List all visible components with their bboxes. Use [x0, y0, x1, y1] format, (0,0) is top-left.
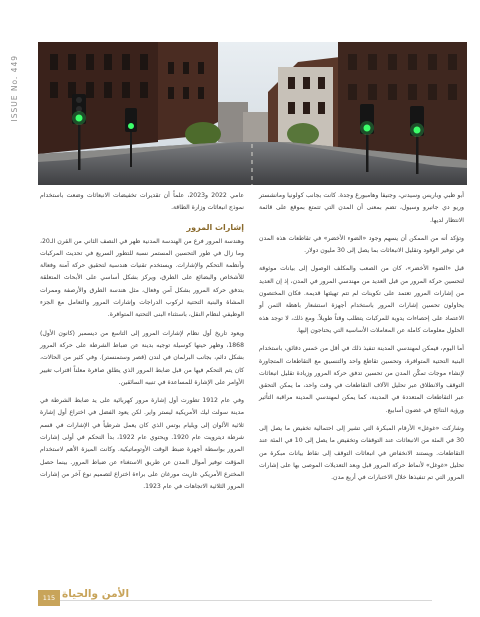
magazine-title: الأمن والحياة [62, 588, 130, 600]
article-column-right [259, 190, 464, 491]
street-photo [38, 42, 467, 185]
paragraph: أبو ظبي وباريس وسيدني، وجنيفا وهامبورغ وجدة. كانت بجانب كولونيا ومانشستر وريو دي جانيرو وسيول، تضم بمعنى أن المدن التي تتمتع بموقع على قائمة الانتظار لديها. [259, 192, 464, 224]
paragraph: وشاركت «غوغل» الأرقام المبكرة التي تشير إلى احتمالية تخفيض ما يصل إلى 30 في المئة من الانبعاثات عند التوقفات وتخفيض ما يصل إلى 10 في المئة عند التقاطعات. ويستند الانخفاض في انبعاثات التوقف إلى نقاط بيانات مبكرة من تحليل «غوغل» لأنماط حركة المرور قبل وبعد التعديلات الموصى بها على إشارات المرور التي تم تنفيذها خلال الاختبارات في أربع مدن. [259, 425, 465, 482]
paragraph: قبل «الضوء الأخضر»، كان من الصعب والمكلف الوصول إلى بيانات موثوقة لتحسين حركة المرور من قبل العديد من مهندسي المرور في المدن، إذ إن العديد من إشارات المرور تعتمد على تكوينات لم تتم تهيئتها قديمة. فكان المختصون يحاولون تحسين إشارات المرور باستخدام أجهزة استشعار باهظة الثمن أو الاعتماد على إحصاءات يدوية للمركبات يتطلب وقتاً طويلاً. ومع ذلك، لا توجد هذه الحلول معلومات كاملة عن المعاملات الأساسية التي يحتاجون إليها. [259, 265, 464, 334]
paragraph: ويعود تاريخ أول نظام لإشارات المرور إلى التاسع من ديسمبر (كانون الأول) 1868، وظهر حينها كوسيلة توجيه بدينة عن ضباط الشرطة على حركة المرور بشكل دائم، بجانب البرلمان في لندن (قصر وستمنستر). وفي كثير من الحالات، كان يتم التحكم فيها من قبل ضابط المرور الذي يطلق صافرة معلناً اقتراب تغيير الأوامر على الإشارة للمساعدة في تنبيه السائقين. [40, 329, 244, 386]
street-traffic-lights-image [38, 42, 467, 185]
paragraph: وهندسة المرور فرع من الهندسة المدنية ظهر في النصف الثاني من القرن الـ20، وما زال في طور التحسين المستمر نسبة للتطور السريع في تحديث المركبات وأنظمة التحكم والإشارات. ويستخدم تقنيات هندسية لتحقيق حركة آمنة وفعالة للأشخاص والبضائع على الطرق، ويركز بشكل أساسي على الأبحاث المتعلقة بتدفق حركة المرور بشكل آمن وفعال، مثل هندسة الطرق والأرصفة وممرات المشاة والبنية التحتية لركوب الدراجات وإشارات المرور والتعامل مع الجزء الوظيفي لنظام النقل، باستثناء البنى التحتية المتوافرة. [40, 237, 244, 319]
issue-number-label: ISSUE No. 449 [10, 55, 19, 122]
paragraph: وتؤكد أنه من الممكن أن يسهم وجود «الضوء الأخضر» في تقاطعات هذه المدن في توفير الوقود وتقليل الانبعاثات بما يصل إلى 30 مليون دولار. [259, 234, 464, 255]
page-number: 115 [38, 590, 60, 606]
paragraph: أما اليوم، فيمكن لمهندسي المدينة تنفيذ ذلك في أقل من خمس دقائق، باستخدام البنية التحتية المتوافرة، وتحسين تقاطع واحد والتنسيق مع التقاطعات المتجاورة لإنشاء موجات تمكّن المدن من تحسين تدفق حركة المرور وزيادة تقليل انبعاثات التوقف والانطلاق عبر تحليل الآلاف التقاطعات في وقت واحد، ما يمكن التحقق عبر التقاطعات المتعددة في المدينة، كما يمكن لمهندسي المدينة مراقبة التأثير ورؤية النتائج في غضون أسابيع. [259, 345, 464, 414]
paragraph: عامي 2022 و2023، علماً أن تقديرات تخفيضات الانبعاثات وضعت باستخدام نموذج انبعاثات وزارة الطاقة. [40, 192, 244, 212]
issue-tab [0, 0, 34, 617]
section-heading: إشارات المرور [186, 222, 244, 232]
footer-divider [48, 600, 432, 601]
article-column-left [40, 190, 244, 500]
paragraph: وفي عام 1912 تطورت أول إشارة مرور كهربائية على يد ضابط الشرطة في مدينة سولت ليك الأمريكية ليستر واير. لكن يعود الفضل في اختراع أول إشارة ثلاثية الألوان إلى ويليام بوتس الذي كان يعمل شرطياً في الإشارات في قسم شرطة ديترويت عام 1920. ويحتوي عام 1922، بدأ التحكم في أولى إشارات المرور بواسطة أجهزة ضبط الوقت الأوتوماتيكية. وكانت الميزة الأهم لاستخدام المؤقت توفير أموال المدن عن طريق الاستغناء عن ضباط المرور. بينما حصل المخترع الأمريكي غاريت مورغان على براءة اختراع لتصميم نوع آخر من إشارات المرور الثلاثية الاتجاهات في عام 1923. [40, 397, 245, 491]
